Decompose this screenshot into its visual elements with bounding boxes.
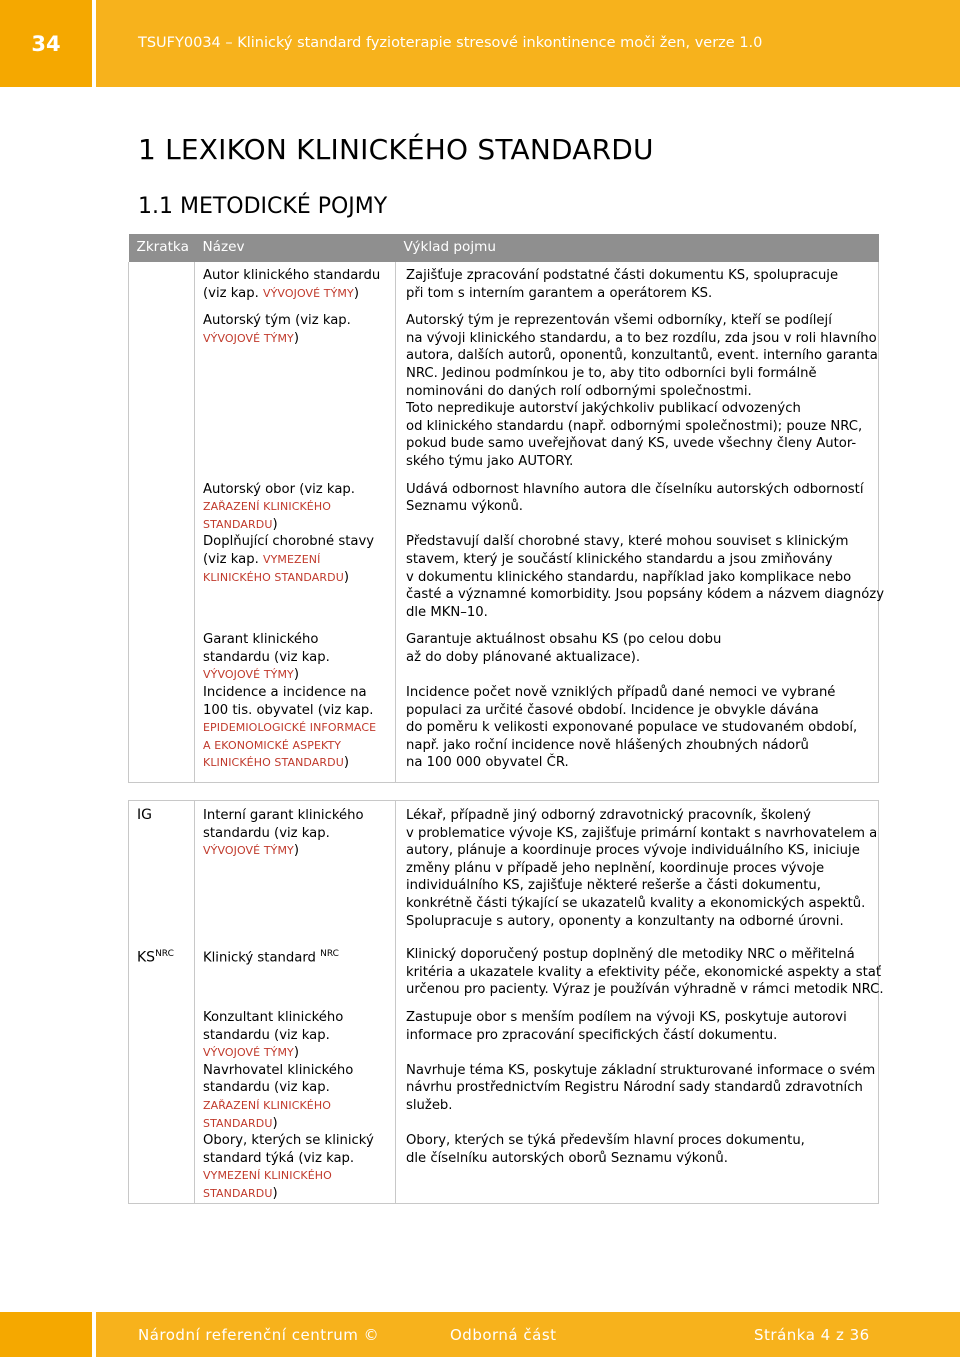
definition-line: Garantuje aktuálnost obsahu KS (po celou dobu (406, 632, 722, 648)
term-name: Konzultant klinického standardu (viz kap. (203, 1009, 344, 1043)
term-name-end: ) (272, 1115, 278, 1131)
heading-metodicke-pojmy: 1.1 METODICKÉ POJMY (138, 194, 388, 219)
table-row (129, 1132, 879, 1203)
term-name-cell (195, 1009, 396, 1062)
term-name-cell (195, 1062, 396, 1132)
abbreviation-cell (129, 1009, 195, 1062)
definition-line: kritéria a ukazatele kvality a efektivity péče, ekonomické aspekty a stať (406, 964, 882, 980)
term-name-cell (195, 481, 396, 534)
definition-line: dle MKN–10. (406, 604, 488, 620)
definition-line: Udává odbornost hlavního autora dle číselníku autorských odborností (406, 481, 864, 497)
definition-line: Klinický doporučený postup doplněný dle metodiky NRC o měřitelná (406, 947, 855, 963)
term-name: Autor klinického standardu (viz kap. (203, 268, 381, 301)
chapter-reference-link[interactable]: VÝVOJOVÉ TÝMY (203, 668, 294, 682)
definition-line: populaci za určité časové období. Incidence je obvykle dávána (406, 702, 819, 718)
definition-line: NRC. Jedinou podmínkou je to, aby tito odborníci byli formálně (406, 365, 817, 381)
term-definition-cell (396, 631, 879, 684)
term-definition-cell (396, 1009, 879, 1062)
term-definition-cell (396, 1062, 879, 1132)
definition-line: stavem, který je součástí klinického standardu a jsou zmiňovány (406, 551, 833, 567)
column-header-vyklad: Výklad pojmu (396, 234, 879, 262)
document-title: TSUFY0034 – Klinický standard fyzioterapie stresové inkontinence moči žen, verze 1.0 (138, 35, 763, 51)
definition-line: na vývoji klinického standardu, a to bez rozdílu, zda jsou v roli hlavního (406, 330, 877, 346)
abbreviation: IG (137, 807, 152, 824)
term-name-cell (195, 684, 396, 782)
footer-page-indicator: Stránka 4 z 36 (754, 1326, 870, 1344)
chapter-reference-link[interactable]: ZAŘAZENÍ KLINICKÉHO STANDARDU (203, 500, 331, 531)
definition-line: informace pro zpracování specifických částí dokumentu. (406, 1027, 778, 1043)
table-row (129, 533, 879, 631)
abbreviation-cell (129, 262, 195, 312)
table-row (129, 801, 879, 941)
terms-table (128, 234, 885, 1204)
definition-line: např. jako roční incidence nově hlášených zhoubných nádorů (406, 737, 809, 753)
term-name-end: ) (343, 569, 350, 585)
term-name-cell (195, 1132, 396, 1203)
definition-line: Spolupracuje s autory, oponenty a konzultanty na odborné úrovni. (406, 913, 844, 929)
definition-line: změny plánu v případě jeho neplnění, koordinuje proces vývoje (406, 860, 825, 876)
definition-line: do poměru k velikosti exponované populace ve studovaném období, (406, 720, 858, 736)
table-row (129, 1062, 879, 1132)
term-name-end: ) (293, 330, 300, 346)
table-row (129, 1009, 879, 1062)
abbreviation-cell (129, 940, 195, 1009)
term-definition-cell (396, 801, 879, 941)
abbreviation-cell (129, 1062, 195, 1132)
chapter-reference-link[interactable]: EPIDEMIOLOGICKÉ INFORMACE A EKONOMICKÉ ASPEKTY KLINICKÉHO STANDARDU (203, 721, 377, 770)
definition-line: Navrhuje téma KS, poskytuje základní strukturované informace o svém (406, 1062, 876, 1078)
definition-line: Zastupuje obor s menším podílem na vývoji KS, poskytuje autorovi (406, 1009, 847, 1025)
term-name-end: ) (353, 285, 359, 301)
chapter-reference-link[interactable]: VÝVOJOVÉ TÝMY (262, 286, 354, 300)
table-row (129, 262, 879, 312)
term-name: Obory, kterých se klinický standard týká (viz kap. (203, 1133, 374, 1166)
page-number: 34 (31, 31, 61, 56)
table-row (129, 481, 879, 534)
term-definition-cell (396, 684, 879, 782)
footer-section: Odborná část (450, 1326, 557, 1344)
definition-line: individuálního KS, zajišťuje některé rešerše a části dokumentu, (406, 878, 821, 894)
chapter-reference-link[interactable]: VYMEZENÍ KLINICKÉHO STANDARDU (203, 552, 344, 584)
page-number-badge (0, 0, 92, 87)
term-name-cell (195, 533, 396, 631)
chapter-reference-link[interactable]: VÝVOJOVÉ TÝMY (203, 1046, 294, 1060)
term-name: Garant klinického standardu (viz kap. (203, 632, 330, 665)
definition-line: od klinického standardu (např. odbornými společnostmi); pouze NRC, (406, 418, 863, 434)
definition-line: služeb. (406, 1097, 453, 1113)
term-name-cell (195, 801, 396, 941)
table-row (129, 940, 879, 1009)
definition-line: Toto nepredikuje autorství jakýchkoliv publikací odvozených (406, 401, 801, 417)
term-definition-cell (396, 533, 885, 631)
abbreviation-superscript: NRC (155, 949, 174, 960)
definition-line: až do doby plánované aktualizace). (406, 649, 641, 665)
definition-line: autory, plánuje a koordinuje proces vývoje individuálního KS, iniciuje (406, 843, 860, 859)
definition-line: Zajišťuje zpracování podstatné části dokumentu KS, spolupracuje (406, 268, 839, 283)
definition-line: Seznamu výkonů. (406, 499, 523, 515)
abbreviation-cell (129, 312, 195, 480)
definition-line: konkrétně části týkající se ukazatelů kvality a ekonomických aspektů. (406, 896, 866, 911)
heading-lexikon: 1 LEXIKON KLINICKÉHO STANDARDU (138, 133, 654, 166)
abbreviation: KS (137, 949, 156, 966)
footer-left-block (0, 1312, 92, 1357)
chapter-reference-link[interactable]: VÝVOJOVÉ TÝMY (203, 844, 294, 858)
column-header-zkratka: Zkratka (129, 234, 195, 262)
abbreviation-cell (129, 631, 195, 684)
term-name-cell (195, 631, 396, 684)
definition-line: v dokumentu klinického standardu, například jako komplikace nebo (406, 569, 852, 585)
footer-organization: Národní referenční centrum © (138, 1326, 380, 1344)
term-name: Interní garant klinického standardu (viz kap. (203, 808, 364, 841)
definition-line: Představují další chorobné stavy, které mohou souviset s klinickým (406, 534, 849, 550)
term-definition-cell (396, 940, 884, 1009)
table-row (129, 312, 879, 480)
definition-line: určenou pro pacienty. Výraz je používán výhradně v rámci metodik NRC. (406, 982, 884, 998)
definition-line: Lékař, případně jiný odborný zdravotnický pracovník, školený (406, 808, 811, 824)
term-name: Autorský tým (viz kap. (203, 313, 351, 329)
term-name-end: ) (272, 1185, 278, 1201)
abbreviation-cell (129, 481, 195, 534)
term-definition-cell (396, 262, 879, 312)
definition-line: pokud bude samo uveřejňovat daný KS, uvede všechny členy Autor- (406, 436, 857, 452)
header-bar (96, 0, 960, 87)
term-name: Klinický standard (203, 950, 321, 966)
abbreviation-cell (129, 684, 195, 782)
term-name-cell (195, 312, 396, 480)
definition-line: dle číselníku autorských oborů Seznamu výkonů. (406, 1150, 728, 1166)
definition-line: Incidence počet nově vzniklých případů dané nemoci ve vybrané (406, 685, 836, 701)
definition-line: nominováni do daných rolí odbornými společnostmi. (406, 383, 752, 399)
definition-line: v problematice vývoje KS, zajišťuje primární kontakt s navrhovatelem a (406, 825, 878, 841)
term-name: Incidence a incidence na 100 tis. obyvatel (viz kap. (203, 685, 374, 718)
table-header-row (129, 234, 879, 262)
term-definition-cell (396, 312, 879, 480)
definition-line: časté a významné komorbidity. Jsou popsány kódem a názvem diagnózy (406, 587, 885, 603)
term-name: Autorský obor (viz kap. (203, 481, 355, 497)
term-definition-cell (396, 481, 879, 534)
abbreviation-cell (129, 801, 195, 941)
term-name-end: ) (293, 667, 300, 683)
definition-line: autora, dalších autorů, oponentů, konzultantů, event. interního garanta (406, 348, 878, 364)
term-name-end: ) (343, 755, 350, 771)
definition-line: návrhu prostřednictvím Registru Národní sady standardů zdravotních (406, 1080, 863, 1096)
definition-line: na 100 000 obyvatel ČR. (406, 755, 569, 771)
table-row (129, 684, 879, 782)
term-name-end: ) (293, 1045, 300, 1061)
definition-line: ského týmu jako AUTORY. (406, 453, 574, 469)
term-name-end: ) (293, 843, 300, 859)
definition-line: Autorský tým je reprezentován všemi odborníky, kteří se podílejí (406, 313, 832, 329)
column-header-nazev: Název (195, 234, 396, 262)
chapter-reference-link[interactable]: ZAŘAZENÍ KLINICKÉHO STANDARDU (203, 1098, 331, 1130)
term-superscript: NRC (320, 949, 339, 960)
table-body-group-1 (129, 262, 885, 783)
abbreviation-cell (129, 533, 195, 631)
term-name-cell (195, 262, 396, 312)
term-name-end: ) (272, 516, 278, 532)
footer-bar (96, 1312, 960, 1357)
table-body-group-2 (129, 801, 884, 1203)
abbreviation-cell (129, 1132, 195, 1203)
table-row (129, 631, 879, 684)
definition-line: Obory, kterých se týká především hlavní proces dokumentu, (406, 1133, 805, 1149)
term-name: Doplňující chorobné stavy (viz kap. (203, 534, 375, 567)
term-definition-cell (396, 1132, 879, 1203)
chapter-reference-link[interactable]: VÝVOJOVÉ TÝMY (203, 331, 294, 345)
term-name: Navrhovatel klinického standardu (viz kap. (203, 1062, 354, 1096)
term-name-cell (195, 940, 396, 1009)
definition-line: při tom s interním garantem a operátorem KS. (406, 285, 713, 301)
chapter-reference-link[interactable]: VYMEZENÍ KLINICKÉHO STANDARDU (203, 1169, 332, 1200)
